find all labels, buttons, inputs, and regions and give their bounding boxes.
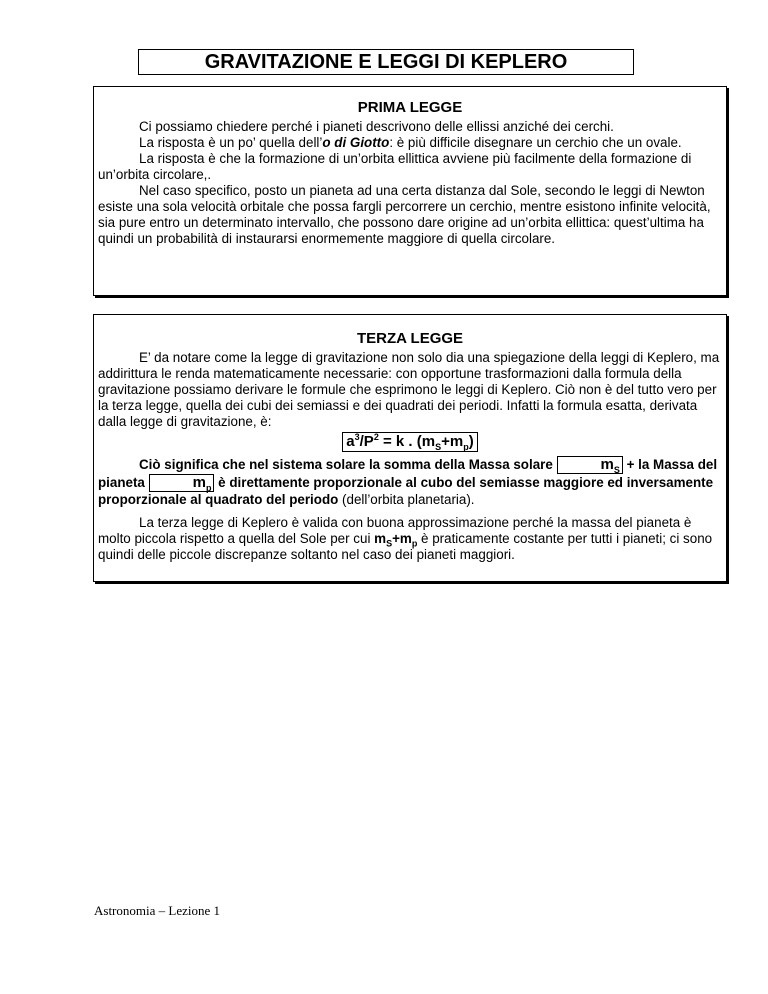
first-law-paragraph-3: La risposta è che la formazione di un’orbita ellittica avviene più facilmente della formazione di un’orbita circolare,.	[98, 151, 692, 182]
p3-ms-sub: S	[386, 538, 393, 549]
formula-close: )	[468, 433, 474, 450]
formula-mid: = k . (m	[378, 433, 436, 450]
first-law-paragraph-1: Ci possiamo chiedere perché i pianeti descrivono delle ellissi anziché dei cerchi.	[139, 119, 614, 134]
third-law-paragraph-3	[98, 515, 722, 563]
p3-plus: +m	[392, 531, 412, 546]
p3-mass-sum	[374, 531, 418, 549]
formula-plus: +m	[441, 433, 464, 450]
third-law-statement	[98, 456, 722, 508]
solar-mass-symbol	[557, 456, 623, 474]
formula-s-sub: S	[435, 442, 442, 452]
first-law-p2-start: La risposta è un po’ quella dell’	[139, 135, 323, 150]
mp-sub: p	[205, 483, 212, 493]
third-law-section	[93, 314, 727, 582]
statement-end: (dell’orbita planetaria).	[338, 492, 475, 507]
formula-wrapper	[98, 432, 722, 452]
first-law-paragraph-2	[98, 135, 722, 151]
ms-m: m	[600, 456, 614, 473]
formula-p-exp: 2	[373, 432, 379, 442]
giotto-reference: o di Giotto	[322, 135, 390, 150]
third-law-paragraph-1: E’ da notare come la legge di gravitazione non solo dia una spiegazione della leggi di Keplero, ma addirittura le renda matematicamente necessarie: con opportune trasformazioni dalla formula della gravitazione possiamo derivare le formule che esprimono le leggi di Keplero. Ciò non è del tutto vero per la terza legge, quella dei cubi dei semiassi e dei quadrati dei periodi. Infatti la formula esatta, derivata dalla legge di gravitazione, è:	[98, 350, 720, 429]
p3-start: La terza legge di Keplero è valida con buona approssimazione perché la massa del pianeta è molto piccola rispetto a quella del Sole per cui	[98, 515, 692, 546]
first-law-p2-end: : è più difficile disegnare un cerchio che un ovale.	[389, 135, 682, 150]
formula-a: a	[346, 433, 355, 450]
statement-part-a: Ciò significa che nel sistema solare la somma della Massa solare	[139, 457, 557, 472]
mp-m: m	[192, 474, 206, 491]
formula-a-exp: 3	[354, 432, 360, 442]
ms-sub: S	[613, 465, 620, 475]
kepler-formula	[342, 432, 477, 452]
first-law-paragraph-4: Nel caso specifico, posto un pianeta ad una certa distanza dal Sole, secondo le leggi di Newton esiste una sola velocità orbitale che possa fargli percorrere un cerchio, mentre esistono infinite velocità, sia pure entro un determinato intervallo, che possono dare origine ad un’orbita ellittica: quest’ultima ha quindi un probabilità di instaurarsi enormemente maggiore di quella circolare.	[98, 183, 711, 246]
p3-mp-sub: p	[411, 538, 418, 549]
statement-part-c: è direttamente proporzionale al cubo del semiasse maggiore ed inversamente proporzionale al quadrato del periodo	[98, 475, 714, 507]
statement-part-b: + la Massa del pianeta	[98, 457, 718, 490]
page-title: GRAVITAZIONE E LEGGI DI KEPLERO	[138, 49, 634, 75]
p3-end: è praticamente costante per tutti i pianeti; ci sono quindi delle piccole discrepanze soltanto nel caso dei pianeti maggiori.	[98, 531, 713, 562]
first-law-section	[93, 86, 727, 296]
p3-ms: m	[374, 531, 387, 546]
formula-p-sub: p	[463, 442, 469, 452]
page-footer: Astronomia – Lezione 1	[94, 903, 220, 918]
first-law-heading: PRIMA LEGGE	[357, 99, 463, 116]
third-law-heading: TERZA LEGGE	[356, 330, 464, 347]
formula-slash-p: /P	[359, 433, 374, 450]
planet-mass-symbol	[149, 474, 215, 492]
